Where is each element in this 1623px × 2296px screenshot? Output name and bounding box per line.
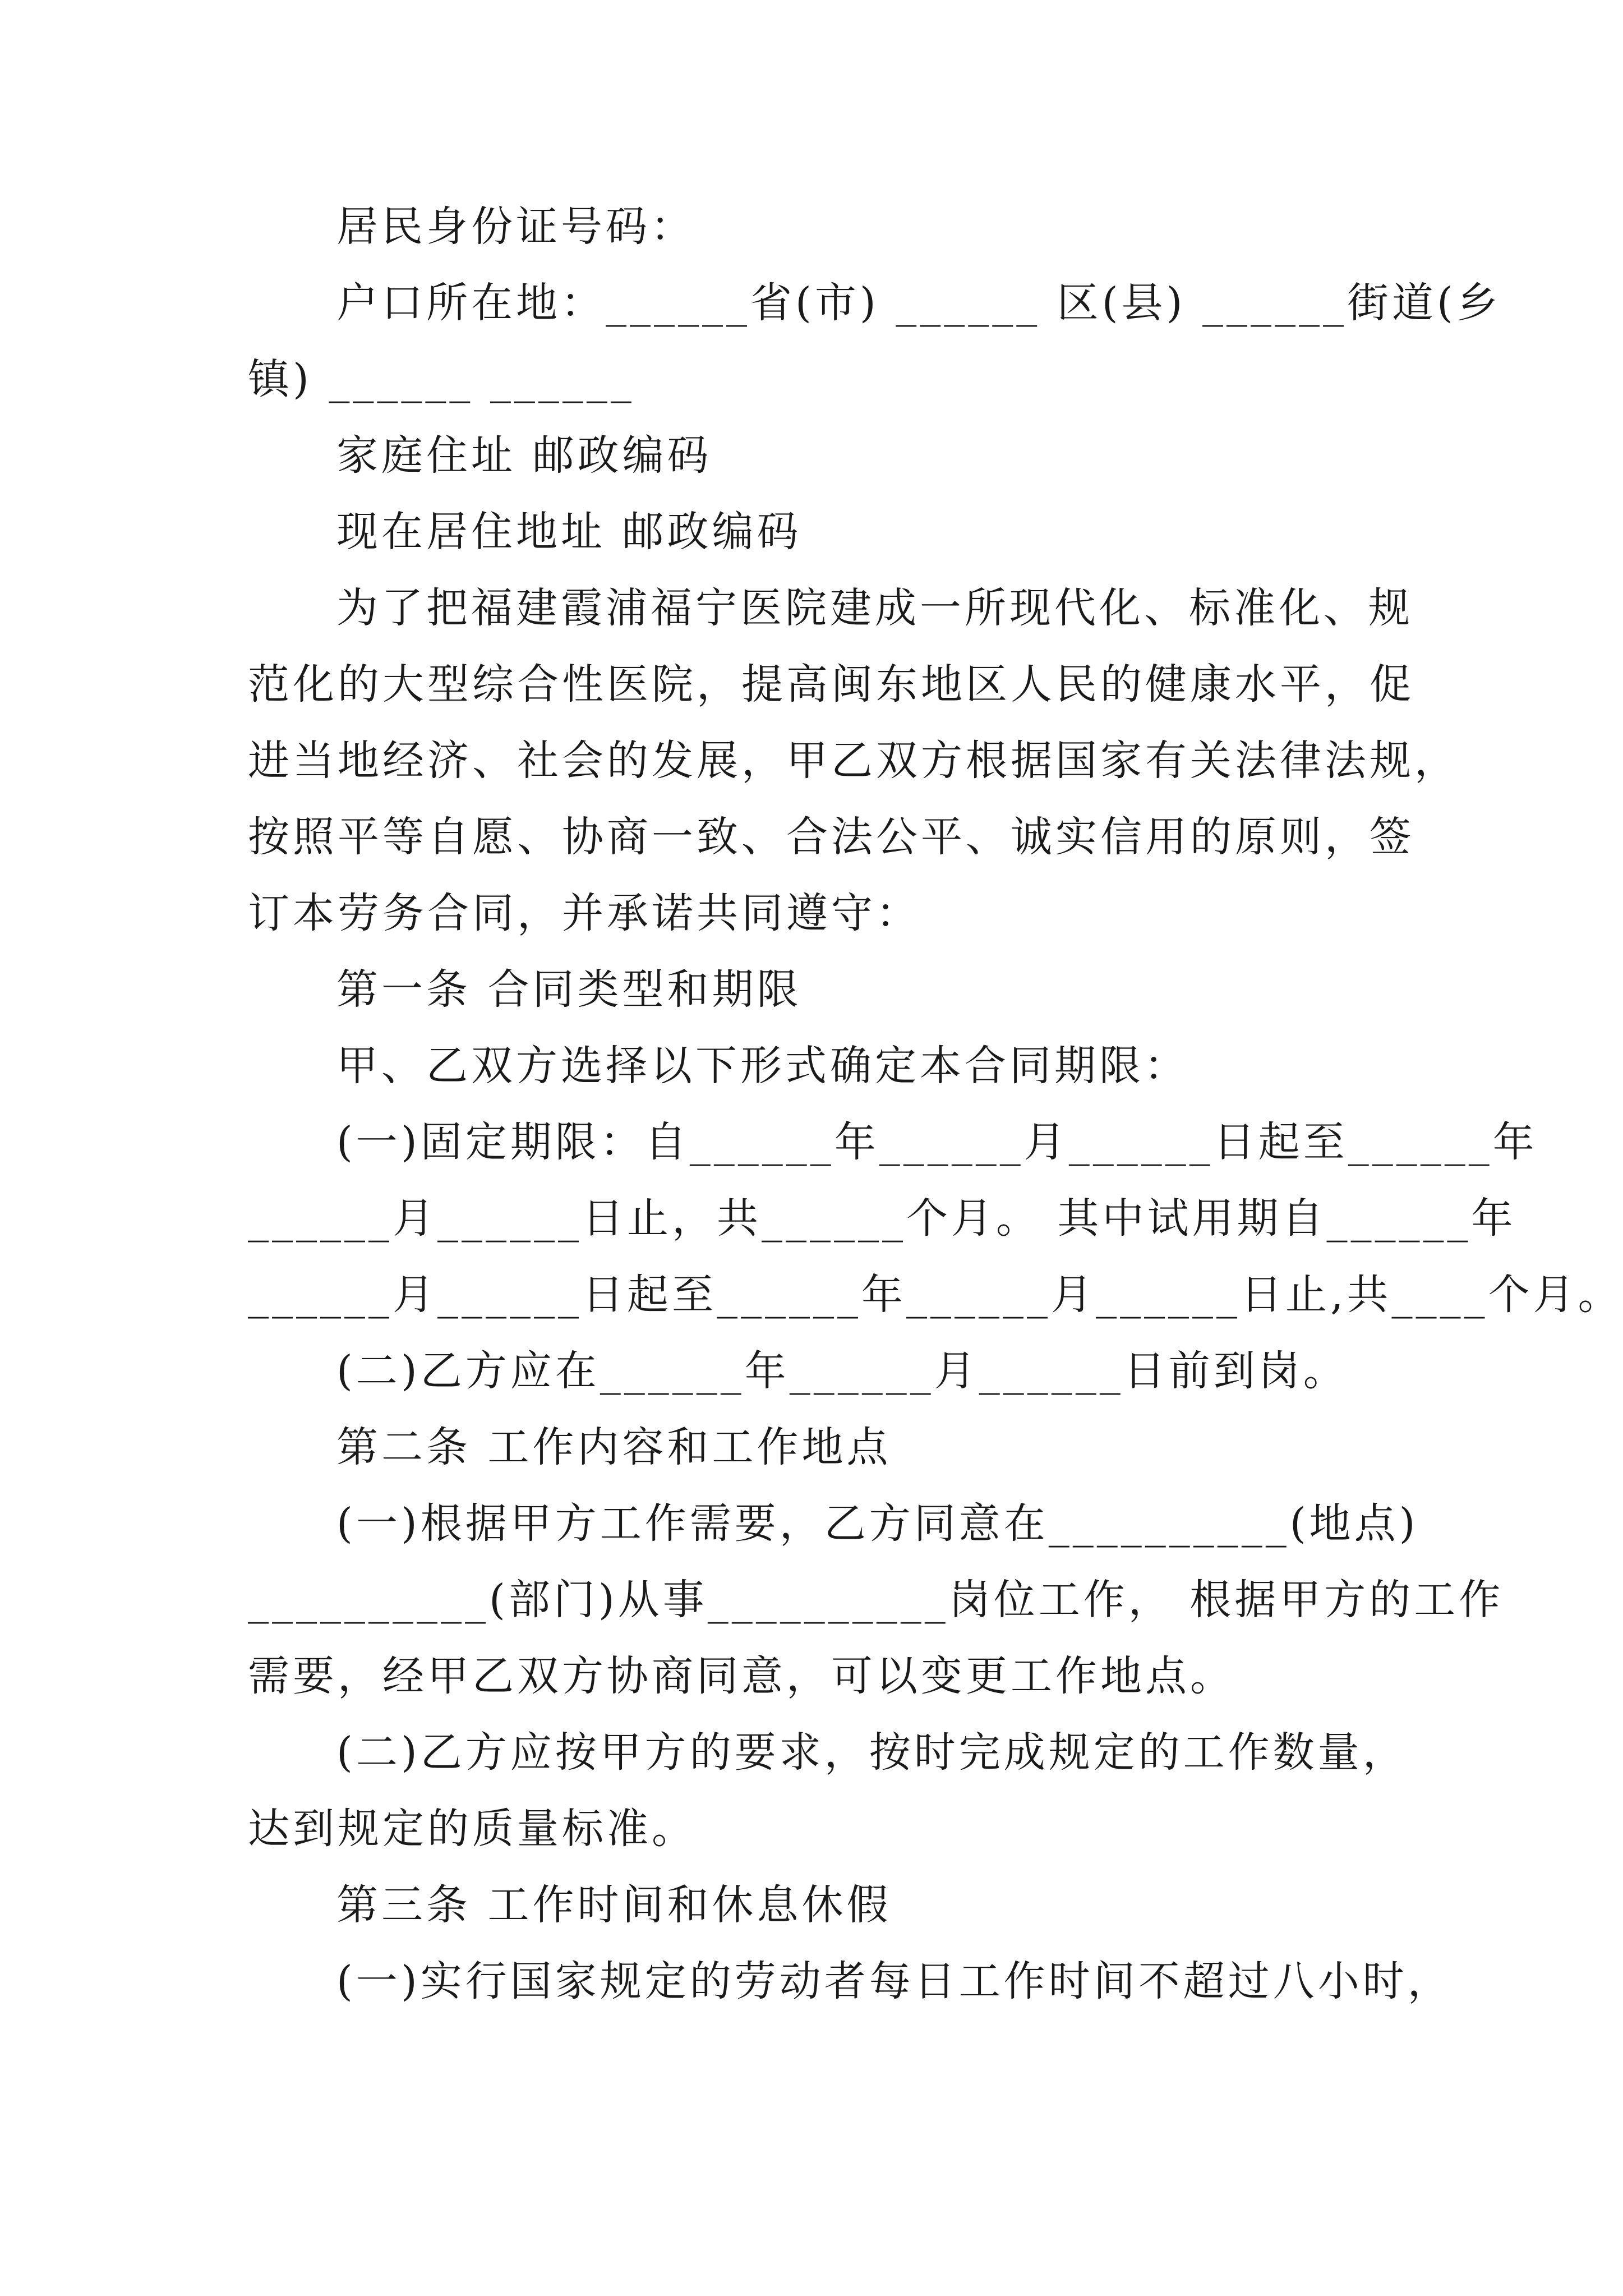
text-line-preamble-4: 按照平等自愿、协商一致、合法公平、诚实信用的原则，签 xyxy=(248,813,1414,861)
text-line-preamble-2: 范化的大型综合性医院，提高闽东地区人民的健康水平，促 xyxy=(248,660,1414,708)
text-line-article-1-intro: 甲、乙双方选择以下形式确定本合同期限： xyxy=(336,1042,1189,1090)
text-line-fixed-term-3: ______月______日起至______年______月______日止,共____个月。 xyxy=(248,1271,1623,1319)
text-line-preamble-3: 进当地经济、社会的发展，甲乙双方根据国家有关法律法规， xyxy=(248,737,1459,785)
article-3-heading: 第三条 工作时间和休息休假 xyxy=(336,1881,892,1929)
article-2-heading: 第二条 工作内容和工作地点 xyxy=(336,1423,892,1471)
text-line-work-location-2: __________(部门)从事__________岗位工作， 根据甲方的工作 xyxy=(248,1576,1504,1624)
text-line-working-hours: (一)实行国家规定的劳动者每日工作时间不超过八小时， xyxy=(336,1957,1453,2005)
text-line-work-location-1: (一)根据甲方工作需要，乙方同意在__________(地点) xyxy=(336,1499,1419,1548)
text-line-id-number: 居民身份证号码： xyxy=(336,203,695,251)
text-line-household-address-cont: 镇) ______ ______ xyxy=(248,355,635,403)
contract-body xyxy=(248,188,1623,2019)
text-line-work-quality-2: 达到规定的质量标准。 xyxy=(248,1805,697,1853)
text-line-work-location-3: 需要，经甲乙双方协商同意，可以变更工作地点。 xyxy=(248,1652,1235,1700)
text-line-household-address: 户口所在地：______省(市) ______ 区(县) ______街道(乡 xyxy=(336,279,1501,327)
text-line-preamble-1: 为了把福建霞浦福宁医院建成一所现代化、标准化、规 xyxy=(336,584,1413,632)
text-line-preamble-5: 订本劳务合同，并承诺共同遵守： xyxy=(248,889,921,937)
text-line-work-quality-1: (二)乙方应按甲方的要求，按时完成规定的工作数量， xyxy=(336,1728,1408,1777)
text-line-fixed-term-2: ______月______日止，共______个月。 其中试用期自______年 xyxy=(248,1194,1516,1243)
article-1-heading: 第一条 合同类型和期限 xyxy=(336,965,802,1014)
text-line-fixed-term-1: (一)固定期限：自______年______月______日起至______年 xyxy=(336,1118,1538,1166)
text-line-home-address: 家庭住址 邮政编码 xyxy=(336,431,712,480)
text-line-current-address: 现在居住地址 邮政编码 xyxy=(336,508,802,556)
text-line-report-date: (二)乙方应在______年______月______日前到岗。 xyxy=(336,1347,1348,1395)
